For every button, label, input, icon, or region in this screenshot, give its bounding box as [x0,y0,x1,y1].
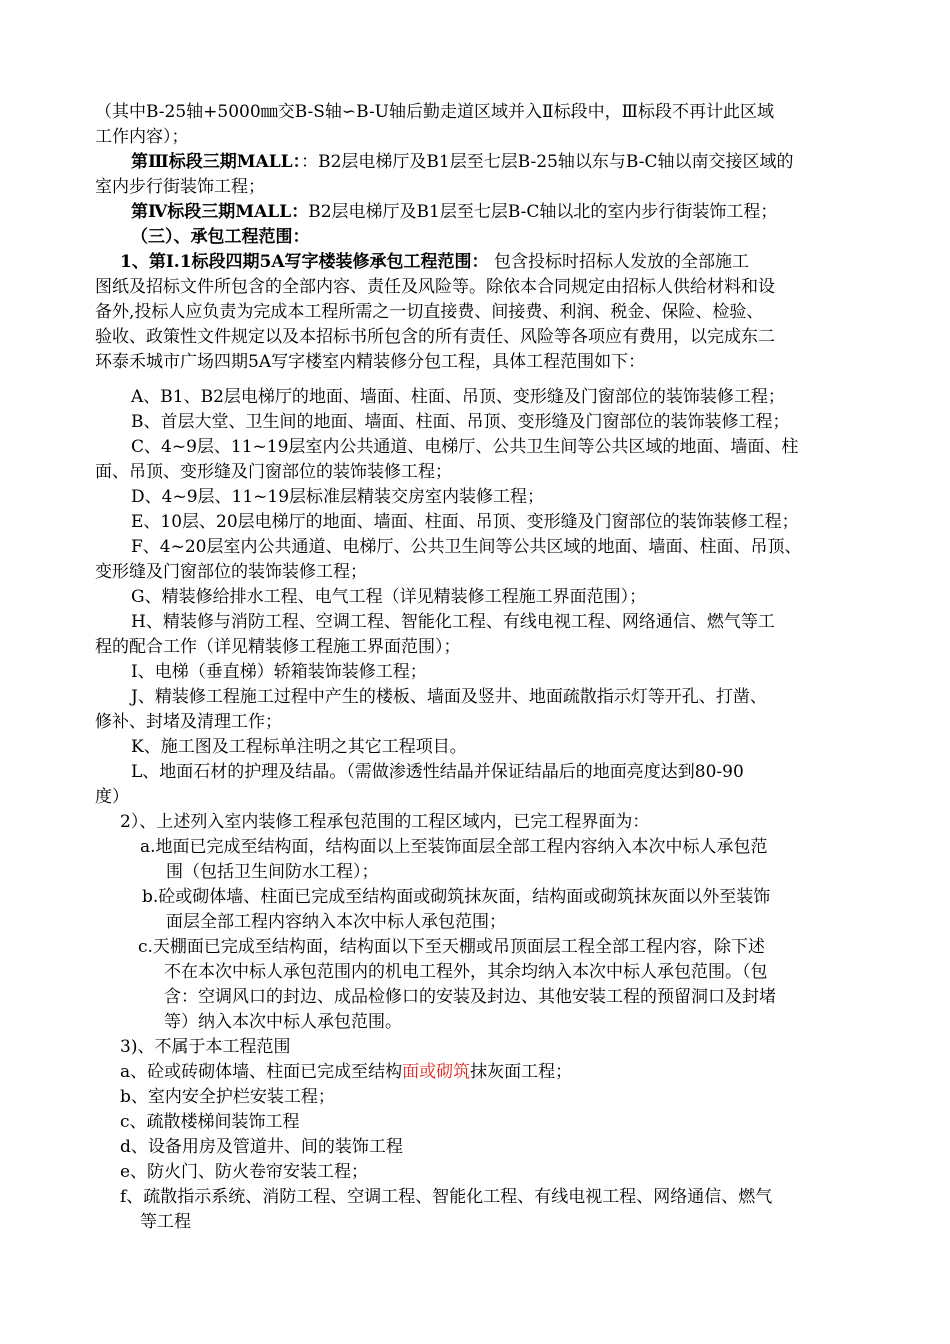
text-line: 验收、政策性文件规定以及本招标书所包含的所有责任、风险等各项应有费用，以完成东二 [95,327,775,347]
sub-item-a: a.地面已完成至结构面，结构面以上至装饰面层全部工程内容纳入本次中标人承包范 [140,837,768,857]
item-1-line [120,250,749,275]
section-4-label: 第Ⅳ标段三期MALL： [131,202,309,222]
text-line: 环泰禾城市广场四期5A写字楼室内精装修分包工程，具体工程范围如下： [95,352,646,372]
section-2-heading: 2）、上述列入室内装修工程承包范围的工程区域内，已完工程界面为： [120,812,650,832]
scope-heading: （三）、承包工程范围： [131,227,310,247]
text-line: 程的配合工作（详见精装修工程施工界面范围）； [95,637,461,657]
list-item: B、首层大堂、卫生间的地面、墙面、柱面、吊顶、变形缝及门窗部位的装饰装修工程； [131,412,790,432]
text-line: 变形缝及门窗部位的装饰装修工程； [95,562,367,582]
exclusion-item: e、防火门、防火卷帘安装工程； [120,1162,369,1182]
text-line: 备外,投标人应负责为完成本工程所需之一切直接费、间接费、利润、税金、保险、检验、 [95,302,764,322]
sub-item-c-cont: 等）纳入本次中标人承包范围。 [164,1012,402,1032]
exclusion-a-prefix: a、砼或砖砌体墙、柱面已完成至结构 [120,1062,403,1082]
list-item: G、精装修给排水工程、电气工程（详见精装修工程施工界面范围）； [131,587,647,607]
sub-item-b: b.砼或砌体墙、柱面已完成至结构面或砌筑抹灰面，结构面或砌筑抹灰面以外至装饰 [142,887,771,907]
list-item: J、精装修工程施工过程中产生的楼板、墙面及竖井、地面疏散指示灯等开孔、打凿、 [131,687,767,707]
sub-item-b-cont: 面层全部工程内容纳入本次中标人承包范围； [166,912,506,932]
list-item: L、地面石材的护理及结晶。（需做渗透性结晶并保证结晶后的地面亮度达到80-90 [131,762,744,782]
item-1-text: 包含投标时招标人发放的全部施工 [488,252,749,272]
list-item: H、精装修与消防工程、空调工程、智能化工程、有线电视工程、网络通信、燃气等工 [131,612,775,632]
list-item: K、施工图及工程标单注明之其它工程项目。 [131,737,467,757]
list-item: A、B1、B2层电梯厅的地面、墙面、柱面、吊顶、变形缝及门窗部位的装饰装修工程； [131,387,785,407]
text-line: 室内步行街装饰工程； [95,177,265,197]
exclusion-a-suffix: 抹灰面工程； [470,1062,573,1082]
item-1-heading: 1、第Ⅰ.1标段四期5A写字楼装修承包工程范围： [120,252,489,272]
exclusion-item-a [120,1060,572,1085]
section-3-heading: 3)、不属于本工程范围 [120,1037,291,1057]
text-line: （其中B-25轴+5000㎜交B-S轴∽B-U轴后勤走道区域并入Ⅱ标段中，Ⅲ标段不再计此区域 [95,102,774,122]
text-line: 度） [95,787,129,807]
section-3-line [131,150,794,175]
exclusion-item-cont: 等工程 [140,1212,191,1232]
list-item: C、4~9层、11~19层室内公共通道、电梯厅、公共卫生间等公共区域的地面、墙面、柱 [131,437,799,457]
text-line: 修补、封堵及清理工作； [95,712,282,732]
list-item: I、电梯（垂直梯）轿箱装饰装修工程； [131,662,427,682]
exclusion-a-highlight: 面或砌筑 [402,1062,471,1082]
text-line: 面、吊顶、变形缝及门窗部位的装饰装修工程； [95,462,452,482]
list-item: E、10层、20层电梯厅的地面、墙面、柱面、吊顶、变形缝及门窗部位的装饰装修工程； [131,512,799,532]
section-4-line [131,200,777,225]
section-4-text: B2层电梯厅及B1层至七层B-C轴以北的室内步行街装饰工程； [308,202,778,222]
text-line: 工作内容）； [95,127,189,147]
sub-item-c-cont: 不在本次中标人承包范围内的机电工程外，其余均纳入本次中标人承包范围。（包 [164,962,768,982]
exclusion-item: f、疏散指示系统、消防工程、空调工程、智能化工程、有线电视工程、网络通信、燃气 [120,1187,773,1207]
sub-item-c: c.天棚面已完成至结构面，结构面以下至天棚或吊顶面层工程全部工程内容，除下述 [138,937,765,957]
sub-item-c-cont: 含：空调风口的封边、成品检修口的安装及封边、其他安装工程的预留洞口及封堵 [164,987,776,1007]
sub-item-a-cont: 围（包括卫生间防水工程）； [166,862,379,882]
text-line: 图纸及招标文件所包含的全部内容、责任及风险等。除依本合同规定由招标人供给材料和设 [95,277,775,297]
list-item: D、4~9层、11~19层标准层精装交房室内装修工程； [131,487,545,507]
exclusion-item: c、疏散楼梯间装饰工程 [120,1112,300,1132]
exclusion-item: b、室内安全护栏安装工程； [120,1087,335,1107]
exclusion-item: d、设备用房及管道井、间的装饰工程 [120,1137,403,1157]
section-3-text: ：B2层电梯厅及B1层至七层B-25轴以东与B-C轴以南交接区域的 [301,152,794,172]
list-item: F、4~20层室内公共通道、电梯厅、公共卫生间等公共区域的地面、墙面、柱面、吊顶、 [131,537,802,557]
section-3-label: 第Ⅲ标段三期MALL： [131,152,302,172]
